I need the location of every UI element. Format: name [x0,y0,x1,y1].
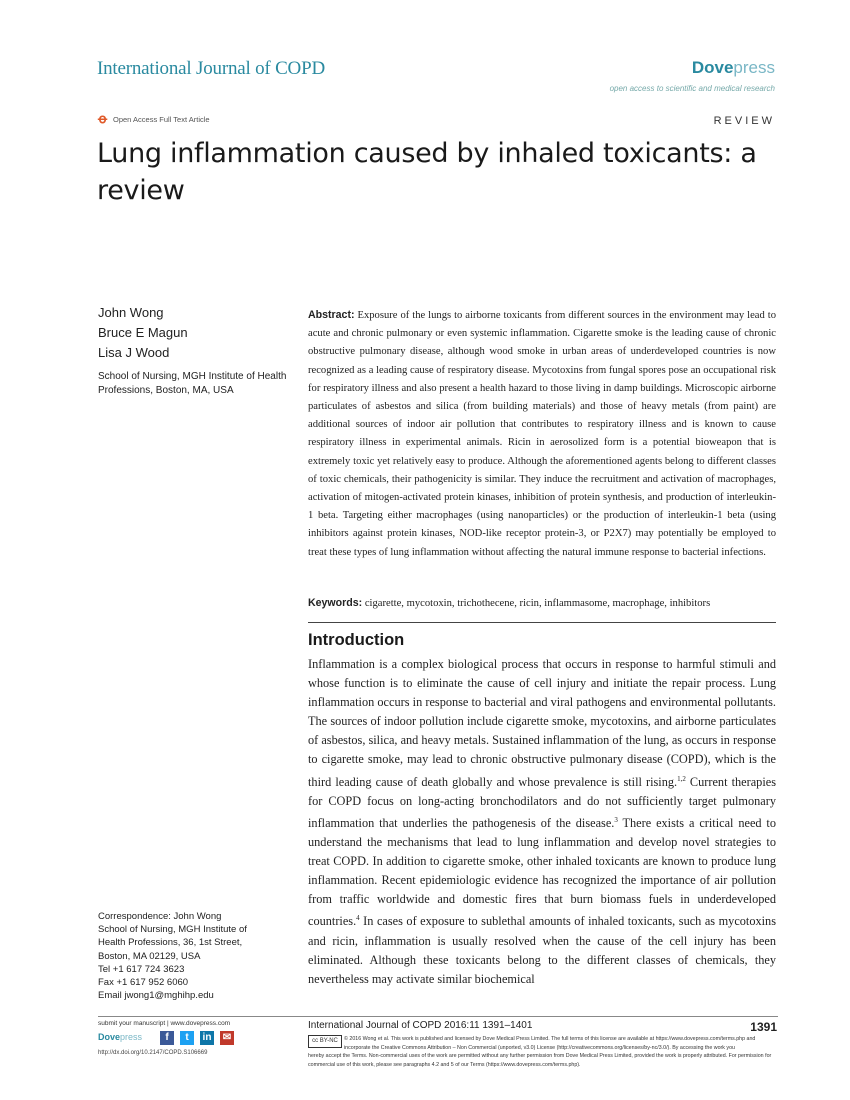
reference-link[interactable]: 1,2 [677,774,686,783]
dovepress-logo[interactable]: Dovepress [691,58,775,77]
linkedin-icon[interactable]: in [200,1031,214,1045]
creative-commons-icon[interactable]: cc BY-NC [308,1035,342,1048]
section-heading: Introduction [308,631,405,649]
page-number: 1391 [750,1020,777,1034]
phone-number: Tel +1 617 724 3623 [98,963,185,975]
keywords-label: Keywords: [308,597,363,609]
correspondence-label: Correspondence: John Wong [98,911,222,922]
reference-link[interactable]: 3 [614,815,618,824]
introduction-text: Inflammation is a complex biological process that occurs in response to harmful stimuli and whose function is to eliminate the cause of cell injury and initiate the repair process. Lung inflammation occurs in response to bacterial and viral pathogens and environmental pollutants. The sources of indoor pollution include cigarette smoke, mycotoxins, and airborne particulates of asbestos, silica, and heavy metals. Sustained inflammation of the lung, as occurs in response to cigarette smoke, may lead to chronic obstructive pulmonary disease (COPD), which is the third leading cause of death globally and whose prevalence is still rising.$^{1,2}$ Current therapies for COPD focus on long-acting bronchodilators and do not sufficiently target pulmonary inflammation that underlies the pathogenesis of the disease.$^3$ There exists a critical need to understand the mechanisms that lead to lung inflammation and develop novel strategies to treat COPD. In addition to cigarette smoke, other inhaled toxicants are known to produce lung inflammation. Recent epidemiologic evidence has recognized the importance of air pollution from traffic worldwide and domestic fires that burn biomass fuels in underdeveloped countries.$^4$ In cases of exposure to sublethal amounts of inhaled toxicants, such as mycotoxins and ricin, inflammation is usually resolved when the cause of the cell injury has been eliminated. Although these toxicants belong to the different classes of chemicals, they nevertheless may activate similar biochemical [308,657,776,986]
twitter-icon[interactable]: t [180,1031,194,1045]
keywords [308,596,776,611]
article-title: Lung inflammation caused by inhaled toxicants: a review [97,138,757,206]
abstract-text: Exposure of the lungs to airborne toxicants from different sources in the environment may lead to acute and chronic pulmonary or even systemic inflammation. Cigarette smoke is the leading cause of chronic obstructive pulmonary disease, although wood smoke in urban areas of underdeveloped countries is now recognized as a leading cause of respiratory disease. Mycotoxins from fungal spores pose an occupational risk for respiratory illness and also present a health hazard to those living in damp buildings. Microscopic airborne particulates of asbestos and silica (from building materials) and those of heavy metals (from paint) are additional sources of indoor air pollution that contributes to respiratory illness and is known to cause respiratory illness in experimental animals. Ricin in aerosolized form is a potential bioweapon that is extremely toxic yet relatively easy to produce. Although the aforementioned agents belong to different classes of toxic chemicals, their pathogenicity is similar. They induce the recruitment and activation of macrophages, activation of mitogen-activated protein kinases, inhibition of protein synthesis, and production of interleukin-1 beta. Targeting either macrophages (using nanoparticles) or the production of interleukin-1 beta (using inhibitors against protein kinases, NOD-like receptor protein-3, or P2X7) may potentially be employed to treat these types of lung inflammation without affecting the natural immune response to bacterial infections. [308,310,776,558]
section-divider [308,622,776,623]
email-icon[interactable]: ✉ [220,1031,234,1045]
open-access-badge [98,113,210,125]
citation-line: International Journal of COPD 2016:11 1391–1401 [308,1020,533,1031]
abstract-label: Abstract: [308,309,355,321]
doi-link[interactable]: http://dx.doi.org/10.2147/COPD.S106669 [98,1050,208,1056]
open-access-label: Open Access Full Text Article [113,114,210,124]
license-text-continued: hereby accept the Terms. Non-commercial uses of the work are permitted without any further permission from Dove Medical Press Limited, provided the work is properly attributed. For permission for commercial use of this work, please see paragraphs 4.2 and 5 of our Terms (https://www.dovepress.com/terms.php). [308,1053,772,1068]
abstract [308,306,776,562]
submit-manuscript-link[interactable]: submit your manuscript | www.dovepress.com [98,1020,231,1027]
dovepress-footer-logo[interactable]: Dovepress [98,1032,143,1042]
article-type: REVIEW [713,115,775,127]
publisher-tagline: open access to scientific and medical research [609,84,775,93]
reference-link[interactable]: 4 [356,914,360,923]
footer-divider [98,1016,778,1017]
author-list [98,303,188,363]
keywords-text: cigarette, mycotoxin, trichothecene, ricin, inflammasome, macrophage, inhibitors [364,598,711,609]
author-name[interactable]: Lisa J Wood [98,345,170,360]
author-name[interactable]: Bruce E Magun [98,325,188,340]
fax-number: Fax +1 617 952 6060 [98,977,189,989]
journal-title[interactable]: International Journal of COPD [97,58,325,79]
affiliation: School of Nursing, MGH Institute of Health Professions, Boston, MA, USA [98,371,287,396]
correspondence-block: Correspondence: John Wong School of Nursing, MGH Institute of Health Professions, 36, 1st Street, Boston, MA 02129, USA Tel +1 617 724 3623 Fax +1 617 952 6060 Email jwong1@mghihp.edu [98,910,298,1002]
facebook-icon[interactable]: f [160,1031,174,1045]
license-text: © 2016 Wong et al. This work is published and licensed by Dove Medical Press Limited. The full terms of this license are available at https://www.dovepress.com/terms.php and incorporate the Creative Commons Attribution – Non Commercial (unported, v3.0) License (http://creativecommons.org/licenses/by-nc/3.0/). By accessing the work you [344,1036,756,1051]
open-access-lock-icon: ꝋ [98,111,108,126]
email-link[interactable]: Email jwong1@mghihp.edu [98,990,214,1002]
author-name[interactable]: John Wong [98,305,164,320]
social-links [160,1031,234,1045]
